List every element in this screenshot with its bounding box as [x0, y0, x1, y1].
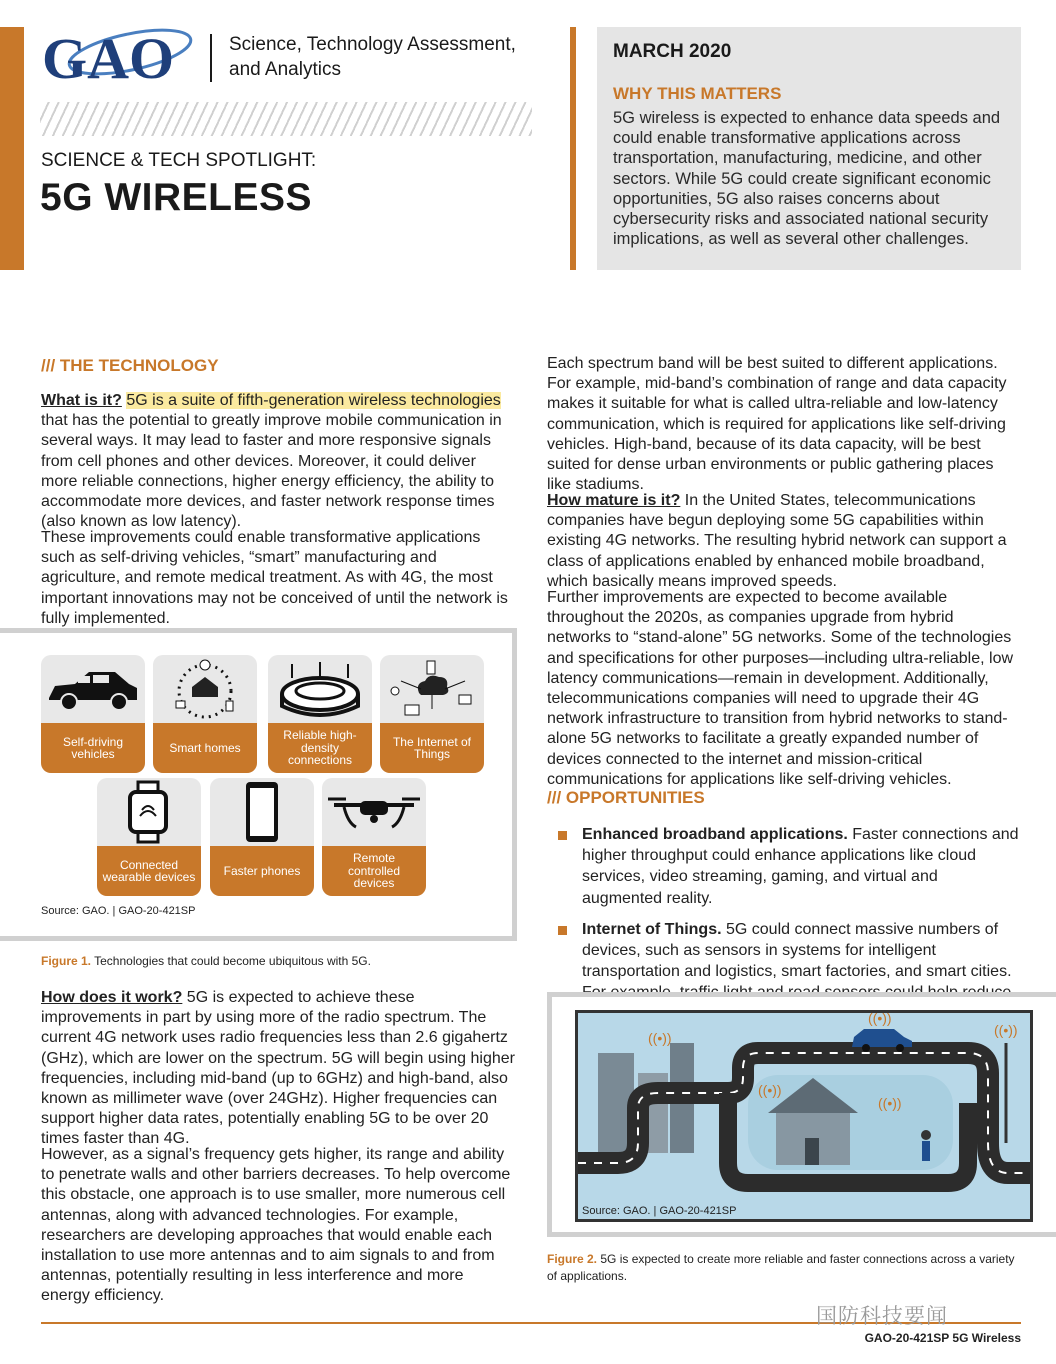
tile-internet-of-things	[380, 655, 484, 773]
svg-text:GAO: GAO	[42, 26, 175, 86]
iot-cloud-icon	[380, 655, 484, 723]
page-title: 5G WIRELESS	[40, 176, 313, 219]
tile-label: The Internet of Things	[380, 723, 484, 773]
footer-doc-id: GAO-20-421SP 5G Wireless	[864, 1331, 1021, 1345]
tile-label: Self-driving vehicles	[41, 723, 145, 773]
opportunity-text: Faster connections and higher throughput could enhance applications like cloud services, video streaming, gaming, and virtual and augmented reality.	[582, 826, 1019, 907]
svg-text:((•)): ((•))	[648, 1030, 672, 1046]
how-does-it-work-paragraph	[41, 988, 515, 1150]
tile-label: Connected wearable devices	[97, 846, 201, 896]
figure-1	[0, 628, 517, 941]
tile-label: Remote controlled devices	[322, 846, 426, 896]
svg-text:((•)): ((•))	[878, 1095, 902, 1111]
what-is-it-text: that has the potential to greatly improve mobile communication in several ways. It may lead to faster and more responsive signals from cell phones and other devices. Moreover, it could deliver more reliable connections, higher energy efficiency, the ability to accommodate more devices, and faster network response times (also known as low latency).	[41, 412, 502, 531]
highlighted-definition: 5G is a suite of fifth-generation wireless technologies	[126, 392, 501, 409]
tile-remote-devices	[322, 778, 426, 896]
spotlight-label: SCIENCE & TECH SPOTLIGHT:	[41, 150, 317, 171]
watermark: 国防科技要闻	[816, 1305, 948, 1328]
figure-2-source: Source: GAO. | GAO-20-421SP	[582, 1205, 737, 1217]
publication-date: MARCH 2020	[613, 41, 732, 62]
drone-icon	[322, 778, 426, 846]
accent-bar-left	[0, 27, 24, 270]
figure-1-caption	[41, 953, 511, 970]
how-mature-question: How mature is it?	[547, 492, 681, 509]
svg-text:((•)): ((•))	[868, 1013, 892, 1026]
figure-2	[547, 992, 1056, 1237]
gao-logo	[40, 26, 196, 86]
figure-1-caption-text: Technologies that could become ubiquitous with 5G.	[91, 954, 371, 968]
tile-label: Faster phones	[210, 846, 314, 896]
how-does-it-work-text: 5G is expected to achieve these improvements in part by using more of the radio spectrum. The current 4G network uses radio frequencies less than 2.6 gigahertz (GHz), which are lower on the spectrum. 5G will begin using higher frequencies, including mid-band (up to 6GHz) and high-band, also known as millimeter wave (over 24GHz). Higher frequencies can support higher data rates, potentially enabling 5G to be over 20 times faster than 4G.	[41, 989, 515, 1148]
how-does-it-work-question: How does it work?	[41, 989, 183, 1006]
car-icon	[41, 655, 145, 723]
opportunities-heading: /// OPPORTUNITIES	[547, 788, 705, 807]
hatch-pattern	[40, 102, 532, 136]
smartwatch-icon	[97, 778, 201, 846]
opportunity-title: Enhanced broadband applications.	[582, 826, 848, 843]
accent-bar-middle	[570, 27, 576, 270]
tile-smart-homes	[153, 655, 257, 773]
technology-heading: /// THE TECHNOLOGY	[41, 356, 219, 375]
what-is-it-paragraph	[41, 391, 515, 532]
figure-1-source: Source: GAO. | GAO-20-421SP	[41, 905, 196, 917]
why-text: 5G wireless is expected to enhance data speeds and could enable transformative applications across transportation, manufacturing, medicine, and other sectors. While 5G could create significant economic opportunities, 5G also raises concerns about cybersecurity risks and associated national security implications, as well as several other challenges.	[613, 109, 1001, 249]
opportunity-item	[547, 824, 1021, 909]
figure-2-caption-text: 5G is expected to create more reliable and faster connections across a variety of applications.	[547, 1252, 1015, 1283]
svg-text:((•)): ((•))	[994, 1022, 1018, 1038]
improvements-paragraph: These improvements could enable transformative applications such as self-driving vehicles, “smart” manufacturing and agriculture, and remote medical treatment. As with 4G, the most important innovations may not be conceived of until the network is fully implemented.	[41, 529, 508, 627]
tile-reliable-connections	[268, 655, 372, 773]
tile-label: Smart homes	[153, 723, 257, 773]
figure-2-label: Figure 2.	[547, 1252, 598, 1266]
svg-text:((•)): ((•))	[758, 1082, 782, 1098]
tile-faster-phones	[210, 778, 314, 896]
stadium-icon	[268, 655, 372, 723]
further-improvements-paragraph: Further improvements are expected to become available throughout the 2020s, as companies upgrade from hybrid networks to “stand-alone” 5G networks. Some of the technologies and specifications for other purposes—including ultra-reliable, low latency communications—remain in development. Additionally, telecommunications companies will need to upgrade their 4G network infrastructure to transition from hybrid networks to stand-alone 5G networks to facilitate a greatly expanded number of devices connected to the internet and mission-critical communications for applications like self-driving vehicles.	[547, 589, 1014, 788]
org-title: Science, Technology Assessment, and Analytics	[229, 34, 516, 80]
phone-icon	[210, 778, 314, 846]
tile-wearables	[97, 778, 201, 896]
opportunity-text: 5G could connect massive numbers of devices, such as sensors in systems for intelligent transportation and logistics, smart factories, and smart cities.	[582, 920, 1012, 981]
why-heading: WHY THIS MATTERS	[613, 84, 782, 103]
figure-1-label: Figure 1.	[41, 954, 92, 968]
logo-divider	[210, 34, 212, 82]
tile-self-driving	[41, 655, 145, 773]
figure-2-caption	[547, 1251, 1021, 1285]
frequency-paragraph: However, as a signal’s frequency gets higher, its range and ability to penetrate walls and other barriers decreases. To help overcome this obstacle, one approach is to use smaller, more numerous cell antennas, along with advanced technologies. For example, researchers are developing approaches that would enable each installation to use more antennas and to aim signals to and from antennas, potentially resulting in less interference and more energy efficiency.	[41, 1146, 511, 1305]
smart-home-icon	[153, 655, 257, 723]
how-mature-text: In the United States, telecommunications companies have begun deploying some 5G capabilities within existing 4G networks. The resulting hybrid network can support a class of applications enabled by enhanced mobile broadband, which basically means improved speeds.	[547, 492, 1007, 590]
how-mature-paragraph	[547, 491, 1021, 592]
spectrum-paragraph: Each spectrum band will be best suited to different applications. For example, mid-band’s combination of range and data capacity makes it suitable for what is called ultra-reliable and low-latency communication, which is required for applications like self-driving vehicles. High-band, because of its data capacity, will be best suited for dense urban environments or public gathering places like stadiums.	[547, 355, 1007, 494]
why-this-matters-box	[597, 27, 1021, 270]
tile-label: Reliable high-density connections	[268, 723, 372, 773]
what-is-it-question: What is it?	[41, 392, 122, 409]
city-illustration	[575, 1010, 1033, 1222]
opportunity-title: Internet of Things.	[582, 920, 722, 938]
